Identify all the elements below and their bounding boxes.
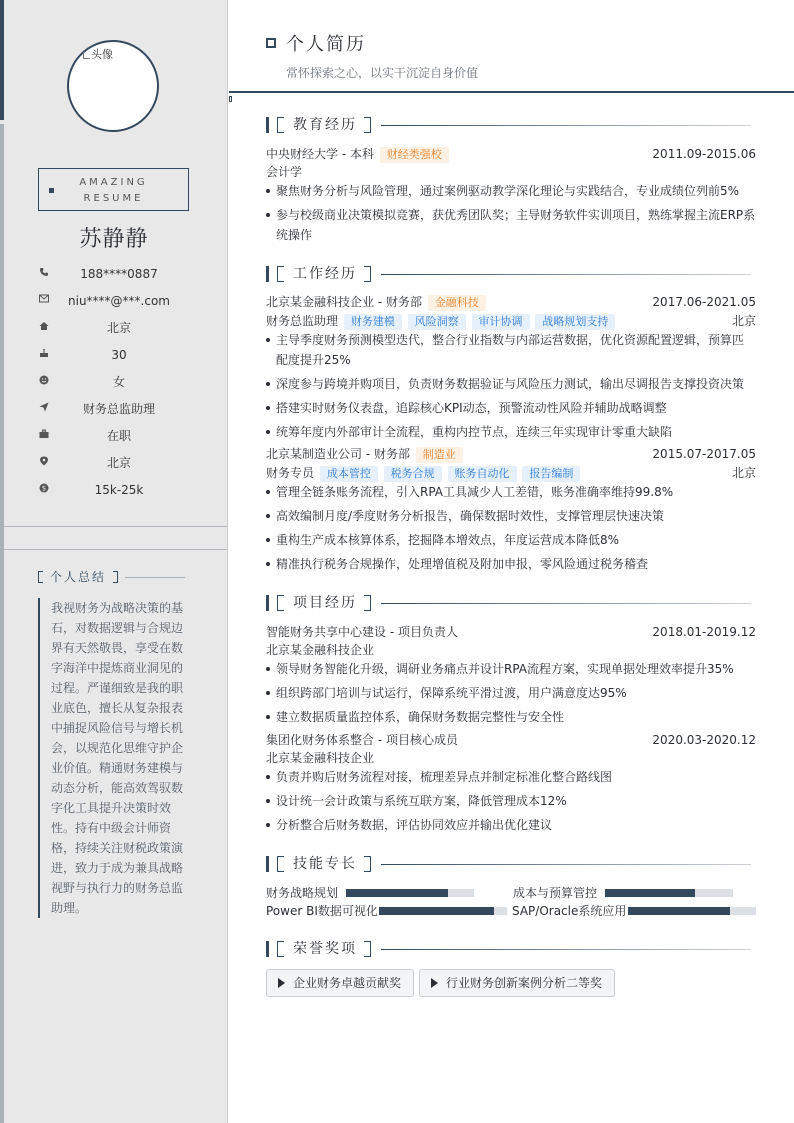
heading-bar (266, 856, 269, 872)
project-org: 北京某金融科技企业 (266, 643, 375, 657)
heading-rule (381, 125, 751, 126)
bracket-right-icon (364, 595, 371, 611)
main-content (229, 0, 794, 1123)
header-marker-icon (229, 96, 232, 102)
list-item: 分析整合后财务数据，评估协同效应并输出优化建议 (266, 815, 756, 835)
skill-item (266, 902, 508, 920)
resume-header (229, 0, 794, 93)
skill-name: 财务战略规划 (266, 886, 339, 900)
skill-bar-fill (605, 889, 695, 897)
skill-name: 成本与预算管控 (513, 886, 598, 900)
skill-bar-fill (346, 889, 448, 897)
heading-rule (381, 864, 751, 865)
heading-rule (381, 274, 751, 275)
sidebar-divider (4, 526, 227, 527)
education-header (266, 145, 756, 163)
briefcase-icon (38, 429, 50, 441)
position-icon (38, 402, 50, 414)
project-org: 北京某金融科技企业 (266, 751, 375, 765)
page-subtitle: 常怀探索之心，以实干沉淀自身价值 (286, 66, 479, 80)
skill-bar-fill (379, 907, 494, 915)
skill-tag: 审计协调 (472, 314, 530, 330)
bracket-left-icon (277, 266, 284, 282)
education-date: 2011.09-2015.06 (652, 147, 756, 161)
skill-tag: 报告编制 (522, 466, 580, 482)
list-item: 聚焦财务分析与风险管理，通过案例驱动教学深化理论与实践结合，专业成绩位列前5% (266, 181, 756, 201)
list-item: 深度参与跨境并购项目，负责财务数据验证与风险压力测试，输出尽调报告支撑投资决策 (266, 374, 756, 394)
skill-item (266, 884, 476, 902)
home-icon (38, 321, 50, 333)
skill-item (512, 902, 756, 920)
location-icon (38, 456, 50, 468)
skill-tag: 战略规划支持 (535, 314, 615, 330)
badge-square-icon (49, 188, 54, 193)
heading-bar (266, 266, 269, 282)
info-position: 财务总监助理 (38, 400, 188, 418)
play-triangle-icon (278, 978, 285, 988)
play-triangle-icon (431, 978, 438, 988)
list-item: 统筹年度内外部审计全流程，重构内控节点，连续三年实现审计零重大缺陷 (266, 422, 756, 442)
list-item: 参与校级商业决策模拟竞赛，获优秀团队奖；主导财务软件实训项目，熟练掌握主流ERP系 (266, 205, 756, 225)
email-icon (38, 294, 50, 306)
title-square-icon (266, 38, 276, 48)
heading-bar (266, 941, 269, 957)
company-name: 北京某制造业公司 - 财务部 (266, 447, 410, 461)
salary-icon (38, 483, 50, 495)
skill-tag: 成本管控 (320, 466, 378, 482)
list-item: 组织跨部门培训与试运行，保障系统平滑过渡，用户满意度达95% (266, 683, 756, 703)
skill-tag: 税务合规 (384, 466, 442, 482)
bracket-left-icon (277, 117, 284, 133)
sidebar-divider (4, 549, 227, 550)
summary-heading: 个人总结 (38, 569, 188, 585)
heading-rule (381, 603, 751, 604)
bracket-right-icon (364, 266, 371, 282)
gender-icon (38, 375, 50, 387)
bracket-right-icon (113, 571, 118, 583)
school-name: 中央财经大学 - 本科 (266, 147, 374, 161)
industry-tag: 制造业 (416, 447, 463, 463)
sidebar-accent-bar (0, 0, 4, 120)
bracket-left-icon (277, 856, 284, 872)
company-name: 北京某金融科技企业 - 财务部 (266, 295, 422, 309)
project-name: 智能财务共享中心建设 - 项目负责人 (266, 625, 458, 639)
project-name: 集团化财务体系整合 - 项目核心成员 (266, 733, 458, 747)
job-header (266, 445, 756, 463)
bracket-left-icon (277, 595, 284, 611)
list-item: 负责并购后财务流程对接，梳理差异点并制定标准化整合路线图 (266, 767, 756, 787)
info-gender: 女 (38, 373, 188, 391)
skill-name: SAP/Oracle系统应用 (512, 904, 627, 918)
section-heading-awards: 荣誉奖项 (266, 940, 756, 958)
bracket-right-icon (364, 941, 371, 957)
list-item: 搭建实时财务仪表盘，追踪核心KPI动态，预警流动性风险并辅助战略调整 (266, 398, 756, 418)
list-item: 建立数据质量监控体系，确保财务数据完整性与安全性 (266, 707, 756, 727)
list-item: 设计统一会计政策与系统互联方案，降低管理成本12% (266, 791, 756, 811)
broken-image-icon (83, 52, 90, 59)
cake-icon (38, 348, 50, 360)
info-age: 30 (38, 346, 188, 364)
job-date: 2017.06-2021.05 (652, 295, 756, 309)
sidebar (0, 0, 228, 1123)
skill-name: Power BI数据可视化 (266, 904, 378, 918)
summary-text: 我视财务为战略决策的基 石，对数据逻辑与合规边 界有天然敬畏，享受在数 字海洋中提炼商业洞见的 过程。严谨细致是我的职 业底色，擅长从复杂报表 中捕捉风险信号与增长机 会，以规范化思维守护企 业价值。精通财务建模与 动态分析，能高效驾驭数 字化工具提升决策时效 性。持有中级会计师资 格，持续关注财税政策演 进，致力于成为兼具战略 视野与执行力的财务总监 助理。 (38, 598, 188, 918)
heading-rule (381, 949, 751, 950)
heading-rule (125, 577, 185, 578)
skill-bar (346, 889, 474, 897)
project-date: 2018.01-2019.12 (652, 625, 756, 639)
page-title: 个人简历 (286, 34, 366, 55)
info-salary: $ 15k-25k (38, 481, 188, 499)
job-date: 2015.07-2017.05 (652, 447, 756, 461)
skill-tag: 风险洞察 (408, 314, 466, 330)
avatar-alt-text: 头像 (83, 46, 113, 62)
info-phone: 188****0887 (38, 265, 188, 283)
info-home: 北京 (38, 319, 188, 337)
project-date: 2020.03-2020.12 (652, 733, 756, 747)
info-email: niu****@***.com (38, 292, 188, 310)
job-role-row (266, 312, 756, 330)
badge-line-2: RESUME (83, 193, 144, 204)
bracket-right-icon (364, 117, 371, 133)
job-city: 北京 (731, 466, 756, 480)
section-heading-education: 教育经历 (266, 116, 756, 134)
list-item: 高效编制月度/季度财务分析报告，确保数据时效性，支撑管理层快速决策 (266, 506, 756, 526)
amazing-resume-badge (38, 168, 189, 211)
award-badge: 企业财务卓越贡献奖 (266, 969, 414, 997)
avatar (67, 40, 159, 132)
info-status: 在职 (38, 427, 188, 445)
sidebar-accent-bar-light (0, 124, 4, 1123)
list-item: 精准执行税务合规操作，处理增值税及附加申报，零风险通过税务稽查 (266, 554, 756, 574)
badge-line-1: AMAZING (79, 177, 148, 188)
school-tag: 财经类强校 (380, 147, 449, 163)
skill-bar-fill (628, 907, 730, 915)
skill-bar (605, 889, 733, 897)
job-city: 北京 (731, 314, 756, 328)
section-heading-skills: 技能专长 (266, 855, 756, 873)
project-header (266, 623, 756, 641)
list-item: 重构生产成本核算体系，挖掘降本增效点，年度运营成本降低8% (266, 530, 756, 550)
skill-tag: 财务建模 (344, 314, 402, 330)
project-header (266, 731, 756, 749)
job-role-row (266, 464, 756, 482)
heading-bar (266, 595, 269, 611)
info-location: 北京 (38, 454, 188, 472)
award-badge: 行业财务创新案例分析二等奖 (419, 969, 615, 997)
bracket-left-icon (38, 571, 43, 583)
heading-bar (266, 117, 269, 133)
list-item-continuation: 统操作 (276, 228, 313, 242)
education-major: 会计学 (266, 165, 303, 179)
bracket-right-icon (364, 856, 371, 872)
job-role: 财务专员 (266, 466, 315, 480)
job-role: 财务总监助理 (266, 314, 339, 328)
section-heading-work: 工作经历 (266, 265, 756, 283)
list-item-continuation: 配度提升25% (276, 353, 351, 367)
section-heading-projects: 项目经历 (266, 594, 756, 612)
svg-text:$: $ (41, 484, 47, 493)
industry-tag: 金融科技 (428, 295, 486, 311)
skill-bar (628, 907, 756, 915)
skill-bar (379, 907, 507, 915)
skill-tag: 账务自动化 (448, 466, 517, 482)
candidate-name: 苏静静 (79, 227, 149, 252)
job-header (266, 293, 756, 311)
list-item: 主导季度财务预测模型迭代，整合行业指数与内部运营数据，优化资源配置逻辑，预算匹 (266, 330, 756, 350)
list-item: 领导财务智能化升级，调研业务痛点并设计RPA流程方案，实现单据处理效率提升35% (266, 659, 756, 679)
list-item: 管理全链条账务流程，引入RPA工具减少人工差错，账务准确率维持99.8% (266, 482, 756, 502)
bracket-left-icon (277, 941, 284, 957)
skill-item (513, 884, 735, 902)
phone-icon (38, 267, 50, 279)
